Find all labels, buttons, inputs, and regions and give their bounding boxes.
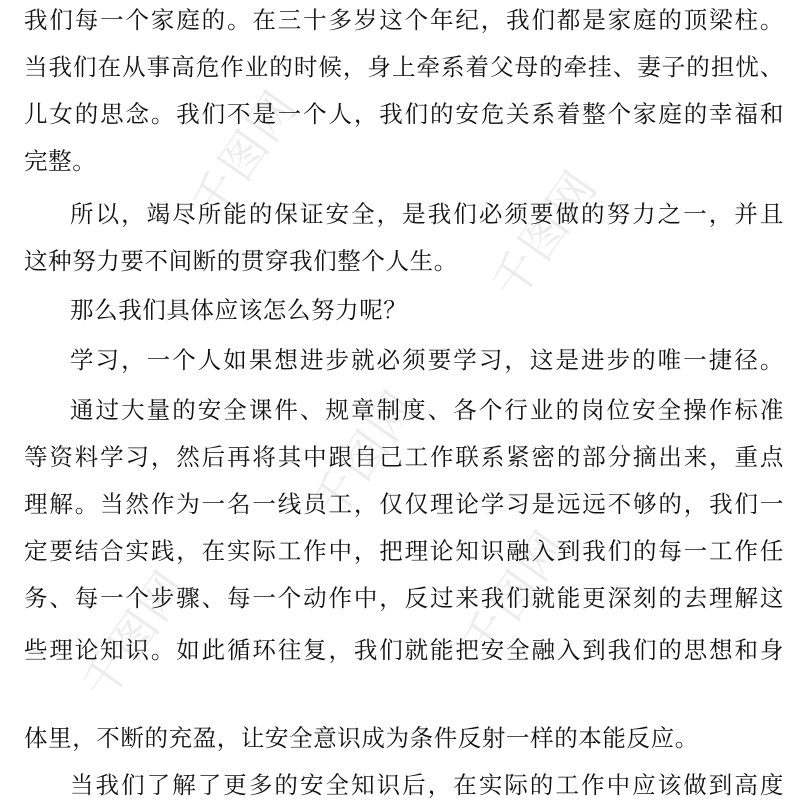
text-line: 理解。当然作为一名一线员工，仅仅理论学习是远远不够的，我们一: [24, 490, 784, 518]
text-line: 我们每一个家庭的。在三十多岁这个年纪，我们都是家庭的顶梁柱。: [24, 6, 784, 34]
text-line: 务、每一个步骤、每一个动作中，反过来我们就能更深刻的去理解这: [24, 584, 784, 612]
text-line: 通过大量的安全课件、规章制度、各个行业的岗位安全操作标准: [70, 396, 784, 424]
watermark: 千图网: [481, 160, 608, 310]
text-line: 这种努力要不间断的贯穿我们整个人生。: [24, 247, 458, 275]
watermark: 千图网: [301, 380, 428, 530]
text-line: 当我们了解了更多的安全知识后，在实际的工作中应该做到高度: [70, 771, 784, 799]
text-line: 完整。: [24, 147, 97, 175]
text-line: 等资料学习，然后再将其中跟自己工作联系紧密的部分摘出来，重点: [24, 443, 784, 471]
text-line: 儿女的思念。我们不是一个人，我们的安危关系着整个家庭的幸福和: [24, 100, 784, 128]
text-line: 那么我们具体应该怎么努力呢？: [70, 296, 408, 324]
text-line: 定要结合实践，在实际工作中，把理论知识融入到我们的每一工作任: [24, 537, 784, 565]
text-line: 体里，不断的充盈，让安全意识成为条件反射一样的本能反应。: [24, 724, 699, 752]
text-line: 些理论知识。如此循环往复，我们就能把安全融入到我们的思想和身: [24, 636, 784, 664]
watermark: 千图网: [451, 520, 578, 670]
text-line: 当我们在从事高危作业的时候，身上牵系着父母的牵挂、妻子的担忧、: [24, 53, 784, 81]
text-line: 所以，竭尽所能的保证安全，是我们必须要做的努力之一，并且: [70, 200, 784, 228]
watermark: 千图网: [71, 560, 198, 710]
watermark: 千图网: [181, 80, 308, 230]
text-line: 学习，一个人如果想进步就必须要学习，这是进步的唯一捷径。: [70, 346, 784, 374]
